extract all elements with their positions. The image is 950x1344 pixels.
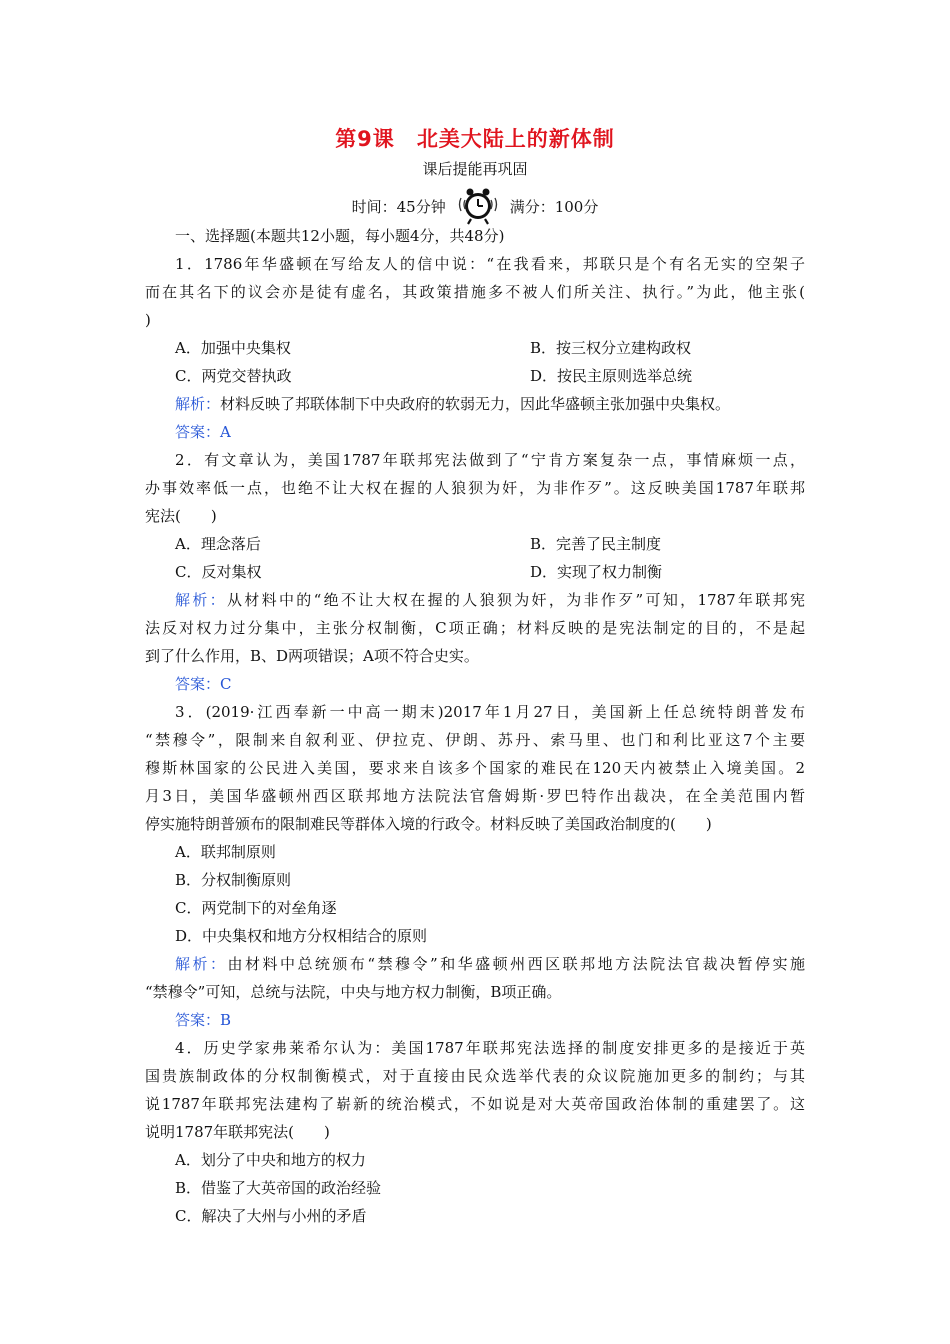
time-limit: 时间：45分钟 [351,197,446,216]
option-a[interactable]: A．理念落后 [175,535,261,553]
option-a[interactable]: A．加强中央集权 [175,339,291,357]
answer-value: C [220,675,232,693]
analysis-label: 解析： [175,395,221,413]
answer-label: 答案： [175,675,221,693]
question-3-line-4: 月3日，美国华盛顿州西区联邦地方法院法官詹姆斯·罗巴特作出裁决，在全美范围内暂 [145,787,805,805]
question-1-line-3: ) [145,311,151,329]
question-4-line-4: 说明1787年联邦宪法( ) [145,1123,330,1141]
option-c[interactable]: C．两党制下的对垒角逐 [175,899,337,917]
question-3-line-1: 3．(2019·江西奉新一中高一期末)2017年1月27日，美国新上任总统特朗普发布 [175,703,805,721]
question-4-line-1: 4．历史学家弗莱希尔认为：美国1787年联邦宪法选择的制度安排更多的是接近于英 [175,1039,805,1057]
question-1-options-row-2 [145,362,805,390]
question-2-line-3: 宪法( ) [145,507,217,525]
question-2-options-row-2 [145,558,805,586]
lesson-topic: 北美大陆上的新体制 [416,127,615,151]
question-3-answer [145,1006,805,1034]
question-3-line-2: “禁穆令”，限制来自叙利亚、伊拉克、伊朗、苏丹、索马里、也门和利比亚这7个主要 [145,731,805,749]
question-1-analysis [145,390,805,418]
page-subtitle: 课后提能再巩固 [422,160,528,178]
option-a[interactable]: A．划分了中央和地方的权力 [175,1151,366,1169]
question-1-line-1: 1．1786年华盛顿在写给友人的信中说：“在我看来，邦联只是个有名无实的空架子 [175,255,805,273]
question-list [145,222,805,1230]
question-2-analysis-line-2: 法反对权力过分集中，主张分权制衡，C项正确；材料反映的是宪法制定的目的，不是起 [145,619,805,637]
section-heading: 一、选择题(本题共12小题，每小题4分，共48分) [175,227,505,245]
question-2-analysis-line-1 [145,586,805,614]
page-title [0,123,950,153]
full-score: 满分：100分 [509,197,599,216]
question-3-line-5: 停实施特朗普颁布的限制难民等群体入境的行政令。材料反映了美国政治制度的( ) [145,815,712,833]
alarm-clock-icon [456,186,500,226]
question-3-line-3: 穆斯林国家的公民进入美国，要求来自该多个国家的难民在120天内被禁止入境美国。2 [145,759,805,777]
analysis-label: 解析： [175,591,227,609]
question-3-analysis-line-1 [145,950,805,978]
question-1-answer [145,418,805,446]
option-c[interactable]: C．两党交替执政 [175,367,292,385]
answer-value: B [220,1011,232,1029]
answer-label: 答案： [175,423,221,441]
question-3-analysis-line-2: “禁穆令”可知，总统与法院，中央与地方权力制衡，B项正确。 [145,983,562,1001]
option-c[interactable]: C．解决了大州与小州的矛盾 [175,1207,367,1225]
analysis-text: 由材料中总统颁布“禁穆令”和华盛顿州西区联邦地方法院法官裁决暂停实施 [227,955,805,973]
question-2-answer [145,670,805,698]
question-4-line-3: 说1787年联邦宪法建构了崭新的统治模式，不如说是对大英帝国政治体制的重建罢了。这 [145,1095,805,1113]
lesson-number: 第9课 [335,127,395,151]
question-2-analysis-line-3: 到了什么作用，B、D两项错误；A项不符合史实。 [145,647,479,665]
option-b[interactable]: B．按三权分立建构政权 [530,339,692,357]
question-2-line-2: 办事效率低一点，也绝不让大权在握的人狼狈为奸，为非作歹”。这反映美国1787年联邦 [145,479,805,497]
analysis-text: 从材料中的“绝不让大权在握的人狼狈为奸，为非作歹”可知，1787年联邦宪 [226,591,805,609]
analysis-text: 材料反映了邦联体制下中央政府的软弱无力，因此华盛顿主张加强中央集权。 [220,395,731,413]
option-d[interactable]: D．按民主原则选举总统 [530,367,693,385]
answer-value: A [220,423,231,441]
option-a[interactable]: A．联邦制原则 [175,843,276,861]
question-1-line-2: 而在其名下的议会亦是徒有虚名，其政策措施多不被人们所关注、执行。”为此，他主张( [145,283,805,301]
option-c[interactable]: C．反对集权 [175,563,262,581]
analysis-label: 解析： [175,955,228,973]
question-1-options-row-1 [145,334,805,362]
option-b[interactable]: B．借鉴了大英帝国的政治经验 [175,1179,382,1197]
option-b[interactable]: B．完善了民主制度 [530,535,662,553]
option-d[interactable]: D．中央集权和地方分权相结合的原则 [175,927,428,945]
question-2-line-1: 2．有文章认为，美国1787年联邦宪法做到了“宁肯方案复杂一点，事情麻烦一点， [175,451,805,469]
question-4-line-2: 国贵族制政体的分权制衡模式，对于直接由民众选举代表的众议院施加更多的制约；与其 [145,1067,805,1085]
question-2-options-row-1 [145,530,805,558]
answer-label: 答案： [175,1011,221,1029]
option-b[interactable]: B．分权制衡原则 [175,871,292,889]
option-d[interactable]: D．实现了权力制衡 [530,563,663,581]
